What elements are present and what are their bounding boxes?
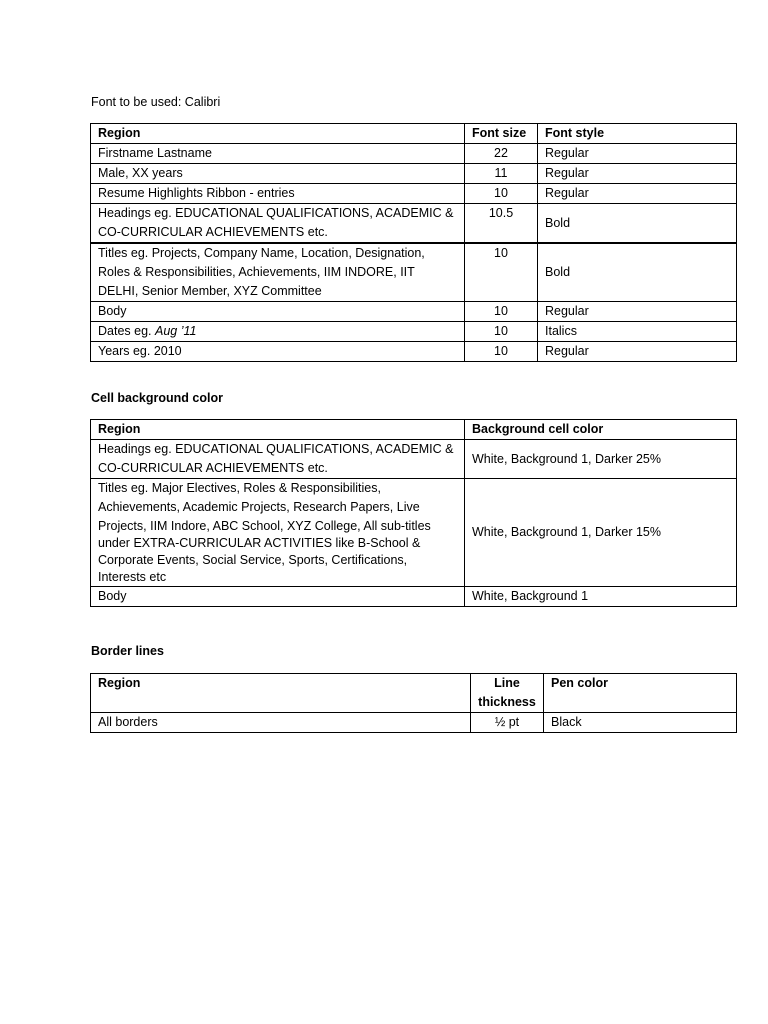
borders-title: Border lines: [91, 644, 164, 658]
region-cell: Firstname Lastname: [91, 144, 465, 164]
table-row: [91, 204, 737, 244]
font-style-cell: Regular: [538, 184, 737, 204]
color-cell: White, Background 1, Darker 25%: [465, 440, 737, 479]
table-row: [91, 440, 737, 479]
font-table: [90, 123, 737, 362]
region-cell: Headings eg. EDUCATIONAL QUALIFICATIONS, ACADEMIC & CO-CURRICULAR ACHIEVEMENTS etc.: [91, 440, 465, 479]
region-cell: [91, 479, 465, 587]
region-cell: Titles eg. Projects, Company Name, Location, Designation, Roles & Responsibilities, Achievements, IIM INDORE, IIT DELHI, Senior Member, XYZ Committee: [91, 243, 465, 302]
region-prefix: Dates eg.: [98, 324, 155, 338]
table-row: [91, 479, 737, 587]
region-text-part-2: Projects, IIM Indore, ABC School, XYZ College, All sub-titles under EXTRA-CURRICULAR ACTIVITIES like B-School & Corporate Events, Social Service, Sports, Certifications, Interests etc: [98, 519, 431, 584]
font-size-cell: 10: [465, 322, 538, 342]
font-style-cell: Regular: [538, 342, 737, 362]
font-size-cell: 10: [465, 342, 538, 362]
font-style-cell: Bold: [538, 204, 737, 244]
thickness-cell: ½ pt: [471, 713, 544, 733]
column-header: Pen color: [544, 674, 737, 713]
region-cell: Male, XX years: [91, 164, 465, 184]
table-row: [91, 302, 737, 322]
region-cell: [91, 322, 465, 342]
pen-color-cell: Black: [544, 713, 737, 733]
table-header-row: [91, 420, 737, 440]
cell-bg-title: Cell background color: [91, 391, 223, 405]
table-header-row: [91, 124, 737, 144]
table-row: [91, 342, 737, 362]
column-header: Font size: [465, 124, 538, 144]
font-size-cell: 10.5: [465, 204, 538, 244]
font-style-cell: Regular: [538, 164, 737, 184]
region-italic: Aug ’11: [154, 324, 197, 338]
table-header-row: [91, 674, 737, 713]
region-cell: Body: [91, 587, 465, 607]
column-header: Background cell color: [465, 420, 737, 440]
font-size-cell: 11: [465, 164, 538, 184]
cell-bg-table: [90, 419, 737, 607]
column-header: Region: [91, 124, 465, 144]
font-size-cell: 10: [465, 184, 538, 204]
font-style-cell: Regular: [538, 302, 737, 322]
font-label: Font to be used: Calibri: [91, 95, 221, 109]
table-row: [91, 184, 737, 204]
font-style-cell: Regular: [538, 144, 737, 164]
region-cell: Headings eg. EDUCATIONAL QUALIFICATIONS, ACADEMIC & CO-CURRICULAR ACHIEVEMENTS etc.: [91, 204, 465, 244]
font-size-cell: 10: [465, 302, 538, 322]
table-row: [91, 164, 737, 184]
table-row: [91, 587, 737, 607]
region-cell: Body: [91, 302, 465, 322]
color-cell: White, Background 1, Darker 15%: [465, 479, 737, 587]
region-cell: Resume Highlights Ribbon - entries: [91, 184, 465, 204]
font-style-cell: Bold: [538, 243, 737, 302]
column-header: Font style: [538, 124, 737, 144]
region-cell: All borders: [91, 713, 471, 733]
table-row: [91, 322, 737, 342]
font-style-cell: Italics: [538, 322, 737, 342]
column-header: Region: [91, 420, 465, 440]
region-cell: Years eg. 2010: [91, 342, 465, 362]
column-header: Line thickness: [471, 674, 544, 713]
column-header: Region: [91, 674, 471, 713]
color-cell: White, Background 1: [465, 587, 737, 607]
table-row: [91, 243, 737, 302]
font-size-cell: 22: [465, 144, 538, 164]
font-size-cell: 10: [465, 243, 538, 302]
table-row: [91, 144, 737, 164]
borders-table: [90, 673, 737, 733]
region-text-part-1: Titles eg. Major Electives, Roles & Responsibilities, Achievements, Academic Projects, Research Papers, Live: [98, 481, 420, 514]
table-row: [91, 713, 737, 733]
